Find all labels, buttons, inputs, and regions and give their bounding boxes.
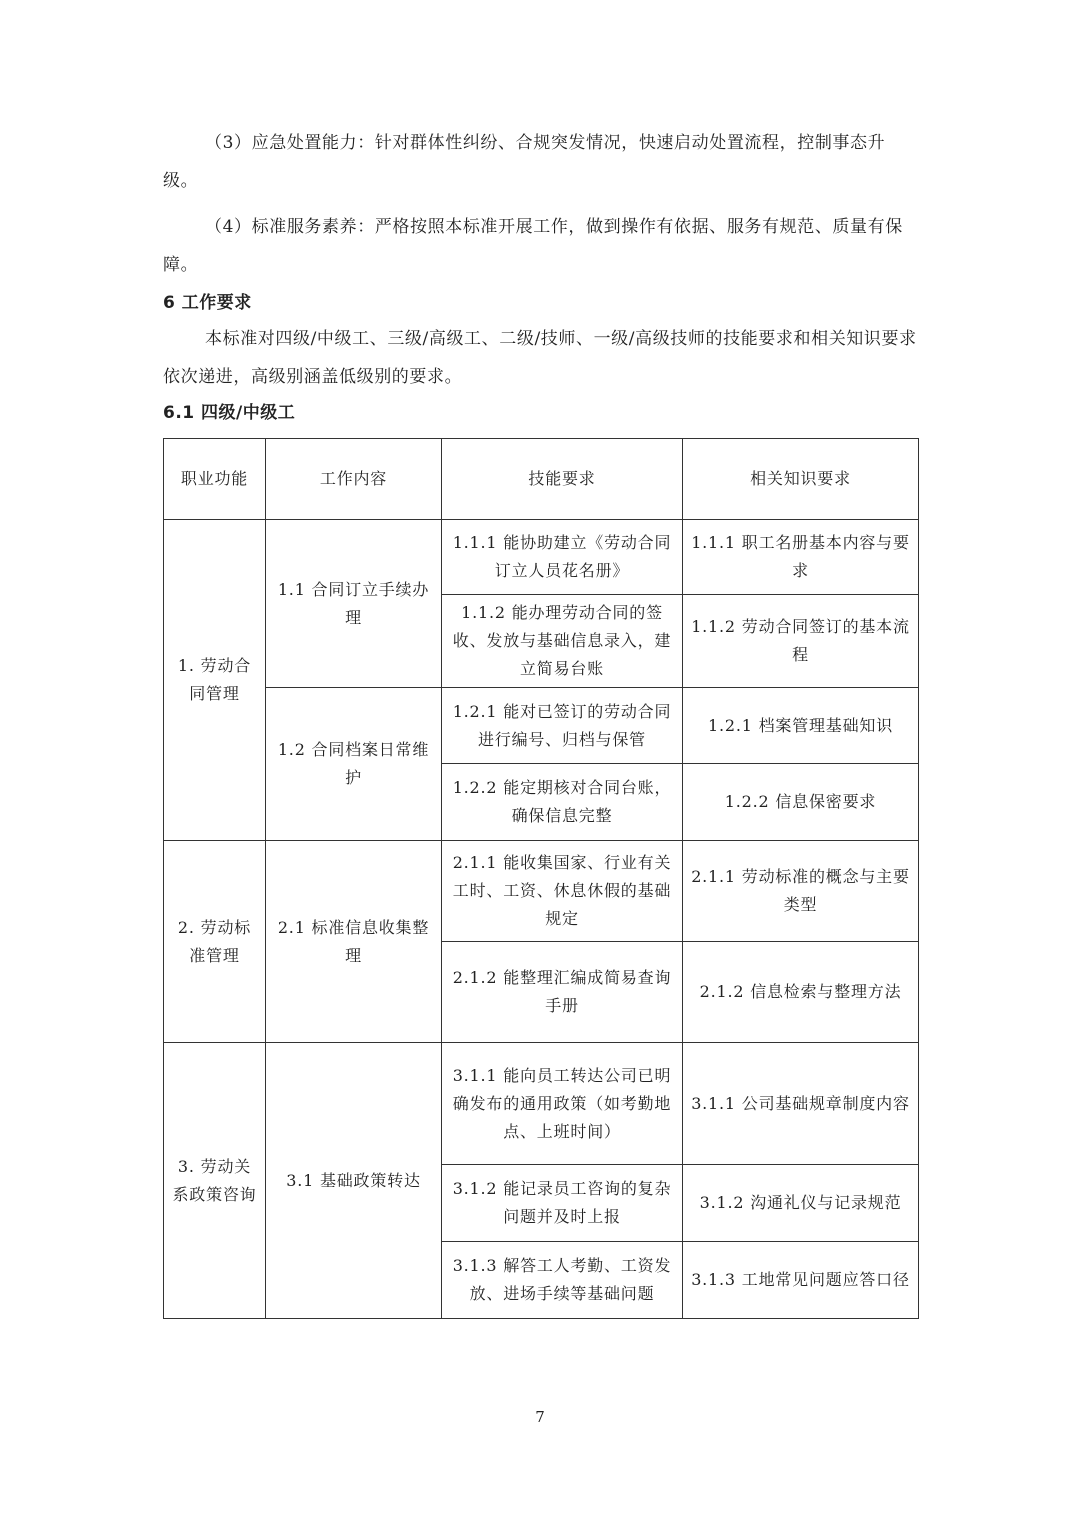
knowledge-cell: 3.1.3 工地常见问题应答口径 xyxy=(683,1242,919,1319)
knowledge-cell: 1.2.1 档案管理基础知识 xyxy=(683,688,919,764)
knowledge-cell: 2.1.2 信息检索与整理方法 xyxy=(683,942,919,1043)
function-cell: 3. 劳动关系政策咨询 xyxy=(164,1043,266,1319)
skill-cell: 3.1.3 解答工人考勤、工资发放、进场手续等基础问题 xyxy=(442,1242,683,1319)
table-row xyxy=(164,520,919,595)
header-cell: 相关知识要求 xyxy=(683,439,919,520)
table-row xyxy=(164,841,919,942)
content-cell: 2.1 标准信息收集整理 xyxy=(266,841,442,1043)
table-header-row xyxy=(164,439,919,520)
header-cell: 工作内容 xyxy=(266,439,442,520)
knowledge-cell: 1.2.2 信息保密要求 xyxy=(683,764,919,841)
skill-cell: 2.1.1 能收集国家、行业有关工时、工资、休息休假的基础规定 xyxy=(442,841,683,942)
skill-cell: 1.2.2 能定期核对合同台账，确保信息完整 xyxy=(442,764,683,841)
knowledge-cell: 1.1.2 劳动合同签订的基本流程 xyxy=(683,595,919,688)
skill-cell: 1.1.2 能办理劳动合同的签收、发放与基础信息录入，建立简易台账 xyxy=(442,595,683,688)
knowledge-cell: 1.1.1 职工名册基本内容与要求 xyxy=(683,520,919,595)
skill-cell: 3.1.1 能向员工转达公司已明确发布的通用政策（如考勤地点、上班时间） xyxy=(442,1043,683,1165)
content-cell: 1.1 合同订立手续办理 xyxy=(266,520,442,688)
header-cell: 职业功能 xyxy=(164,439,266,520)
table-row xyxy=(164,1043,919,1165)
skill-cell: 2.1.2 能整理汇编成简易查询手册 xyxy=(442,942,683,1043)
function-cell: 2. 劳动标准管理 xyxy=(164,841,266,1043)
paragraph-service-quality: （4）标准服务素养：严格按照本标准开展工作，做到操作有依据、服务有规范、质量有保障。 xyxy=(163,217,903,275)
skill-cell: 1.2.1 能对已签订的劳动合同进行编号、归档与保管 xyxy=(442,688,683,764)
section-heading-6-1: 6.1 四级/中级工 xyxy=(163,403,296,423)
skill-cell: 1.1.1 能协助建立《劳动合同订立人员花名册》 xyxy=(442,520,683,595)
knowledge-cell: 3.1.1 公司基础规章制度内容 xyxy=(683,1043,919,1165)
header-cell: 技能要求 xyxy=(442,439,683,520)
content-cell: 1.2 合同档案日常维护 xyxy=(266,688,442,841)
section-heading-6: 6 工作要求 xyxy=(163,293,252,313)
table-row xyxy=(164,688,919,764)
knowledge-cell: 2.1.1 劳动标准的概念与主要类型 xyxy=(683,841,919,942)
paragraph-requirements-intro: 本标准对四级/中级工、三级/高级工、二级/技师、一级/高级技师的技能要求和相关知识要求依次递进，高级别涵盖低级别的要求。 xyxy=(163,329,917,387)
skills-table xyxy=(163,438,919,1319)
paragraph-emergency-handling: （3）应急处置能力：针对群体性纠纷、合规突发情况，快速启动处置流程，控制事态升级。 xyxy=(163,133,886,191)
skill-cell: 3.1.2 能记录员工咨询的复杂问题并及时上报 xyxy=(442,1165,683,1242)
page-number: 7 xyxy=(535,1408,545,1426)
knowledge-cell: 3.1.2 沟通礼仪与记录规范 xyxy=(683,1165,919,1242)
function-cell: 1. 劳动合同管理 xyxy=(164,520,266,841)
content-cell: 3.1 基础政策转达 xyxy=(266,1043,442,1319)
